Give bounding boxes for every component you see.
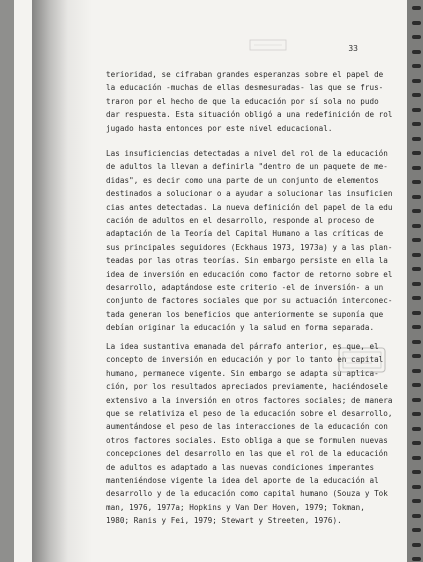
- text-line: didas", es decir como una parte de un conjunto de elementos: [106, 175, 379, 185]
- binding-ring: [412, 470, 421, 474]
- binding-ring: [412, 79, 421, 83]
- binding-ring: [412, 93, 421, 97]
- text-line: jugado hasta entonces por este nivel educacional.: [106, 123, 333, 133]
- text-line: concepto de inversión en educación y por lo tanto en capital: [106, 355, 384, 365]
- text-line: adaptación de la Teoría del Capital Humano a las críticas de: [106, 229, 384, 239]
- binding-ring: [412, 180, 421, 184]
- text-line: ción, por los resultados apreciados previamente, haciéndosele: [106, 382, 388, 392]
- binding-ring: [412, 383, 421, 387]
- binding-ring: [412, 398, 421, 402]
- text-line: desarrollo y de la educación como capital humano (Souza y Tok: [106, 489, 388, 499]
- binding-ring: [412, 325, 421, 329]
- text-line: La idea sustantiva emanada del párrafo anterior, es que, el: [106, 342, 379, 351]
- binding-ring: [412, 296, 421, 300]
- text-line: de adultos la llevan a definirla "dentro de un paquete de me-: [106, 162, 388, 172]
- text-line: la educación -muchas de ellas desmesuradas- las que se frus-: [106, 83, 384, 93]
- binding-ring: [412, 528, 421, 532]
- binding-ring: [412, 195, 421, 199]
- text-line: concepciones del desarrollo en las que el rol de la educación: [106, 449, 388, 459]
- text-line: extensivo a la inversión en otros factores sociales; de manera: [106, 395, 393, 405]
- binding-ring: [412, 224, 421, 228]
- text-line: debían originar la educación y la salud en forma separada.: [106, 323, 375, 333]
- binding-ring: [412, 412, 421, 416]
- binding-ring: [412, 35, 421, 39]
- text-line: aumentándose el peso de las interacciones de la educación con: [106, 422, 388, 432]
- binding-ring: [412, 441, 421, 445]
- text-line: 1980; Ranis y Fei, 1979; Stewart y Streeten, 1976).: [106, 516, 342, 526]
- document-page: [14, 0, 410, 562]
- page-number: 33: [348, 44, 358, 53]
- binding-ring: [412, 354, 421, 358]
- binding-ring: [412, 50, 421, 54]
- text-line: terioridad, se cifraban grandes esperanzas sobre el papel de: [106, 70, 384, 79]
- paragraph-2: [106, 147, 393, 335]
- binding-ring: [412, 151, 421, 155]
- binding-ring: [412, 499, 421, 503]
- text-line: man, 1976, 1977a; Hopkins y Van Der Hoven, 1979; Tokman,: [106, 502, 365, 512]
- binding-ring: [412, 369, 421, 373]
- text-line: cación de adultos en el desarrollo, responde al proceso de: [106, 216, 375, 226]
- faint-stamp-mark: [248, 38, 288, 52]
- binding-ring: [412, 21, 421, 25]
- binding-ring: [412, 108, 421, 112]
- text-line: otros factores sociales. Esto obliga a que se formulen nuevas: [106, 435, 388, 445]
- text-line: dar respuesta. Esta situación obligó a una redefinición de rol: [106, 110, 393, 120]
- spiral-binding: [407, 0, 423, 562]
- binding-ring: [412, 456, 421, 460]
- binding-ring: [412, 6, 421, 10]
- text-line: manteniéndose vigente la idea del aporte de la educación al: [106, 476, 379, 486]
- text-line: cias antes detectadas. La nueva definición del papel de la edu: [106, 202, 393, 212]
- binding-ring: [412, 311, 421, 315]
- binding-ring: [412, 238, 421, 242]
- text-line: desarrollo, adaptándose este criterio -el de inversión- a un: [106, 283, 384, 293]
- paragraph-1: [106, 68, 393, 135]
- binding-shadow: [32, 0, 92, 562]
- binding-ring: [412, 267, 421, 271]
- text-line: humano, permanece vigente. Sin embargo se adapta su aplica-: [106, 368, 379, 378]
- binding-ring: [412, 514, 421, 518]
- binding-ring: [412, 340, 421, 344]
- text-line: teadas por las otras teorías. Sin embargo persiste en ella la: [106, 256, 388, 266]
- binding-ring: [412, 557, 421, 561]
- text-line: idea de inversión en educación como factor de retorno sobre el: [106, 269, 393, 279]
- binding-ring: [412, 209, 421, 213]
- binding-ring: [412, 485, 421, 489]
- library-seal-stamp: [336, 345, 388, 375]
- binding-ring: [412, 282, 421, 286]
- text-line: Las insuficiencias detectadas a nivel del rol de la educación: [106, 149, 388, 158]
- binding-ring: [412, 427, 421, 431]
- text-line: conjunto de factores sociales que por su actuación interconec-: [106, 296, 393, 306]
- binding-ring: [412, 166, 421, 170]
- text-line: destinados a solucionar o a ayudar a solucionar las insuficien: [106, 189, 393, 199]
- text-line: sus principales seguidores (Eckhaus 1973, 1973a) y a las plan-: [106, 242, 393, 252]
- binding-ring: [412, 137, 421, 141]
- binding-ring: [412, 64, 421, 68]
- text-line: que se relativiza el peso de la educación sobre el desarrollo,: [106, 409, 393, 419]
- text-line: traron por el hecho de que la educación por sí sola no pudo: [106, 96, 379, 106]
- binding-ring: [412, 543, 421, 547]
- binding-ring: [412, 122, 421, 126]
- binding-ring: [412, 253, 421, 257]
- text-line: de adultos es adaptado a las nuevas condiciones imperantes: [106, 462, 375, 472]
- text-line: tada generan los beneficios que anteriormente se suponía que: [106, 309, 384, 319]
